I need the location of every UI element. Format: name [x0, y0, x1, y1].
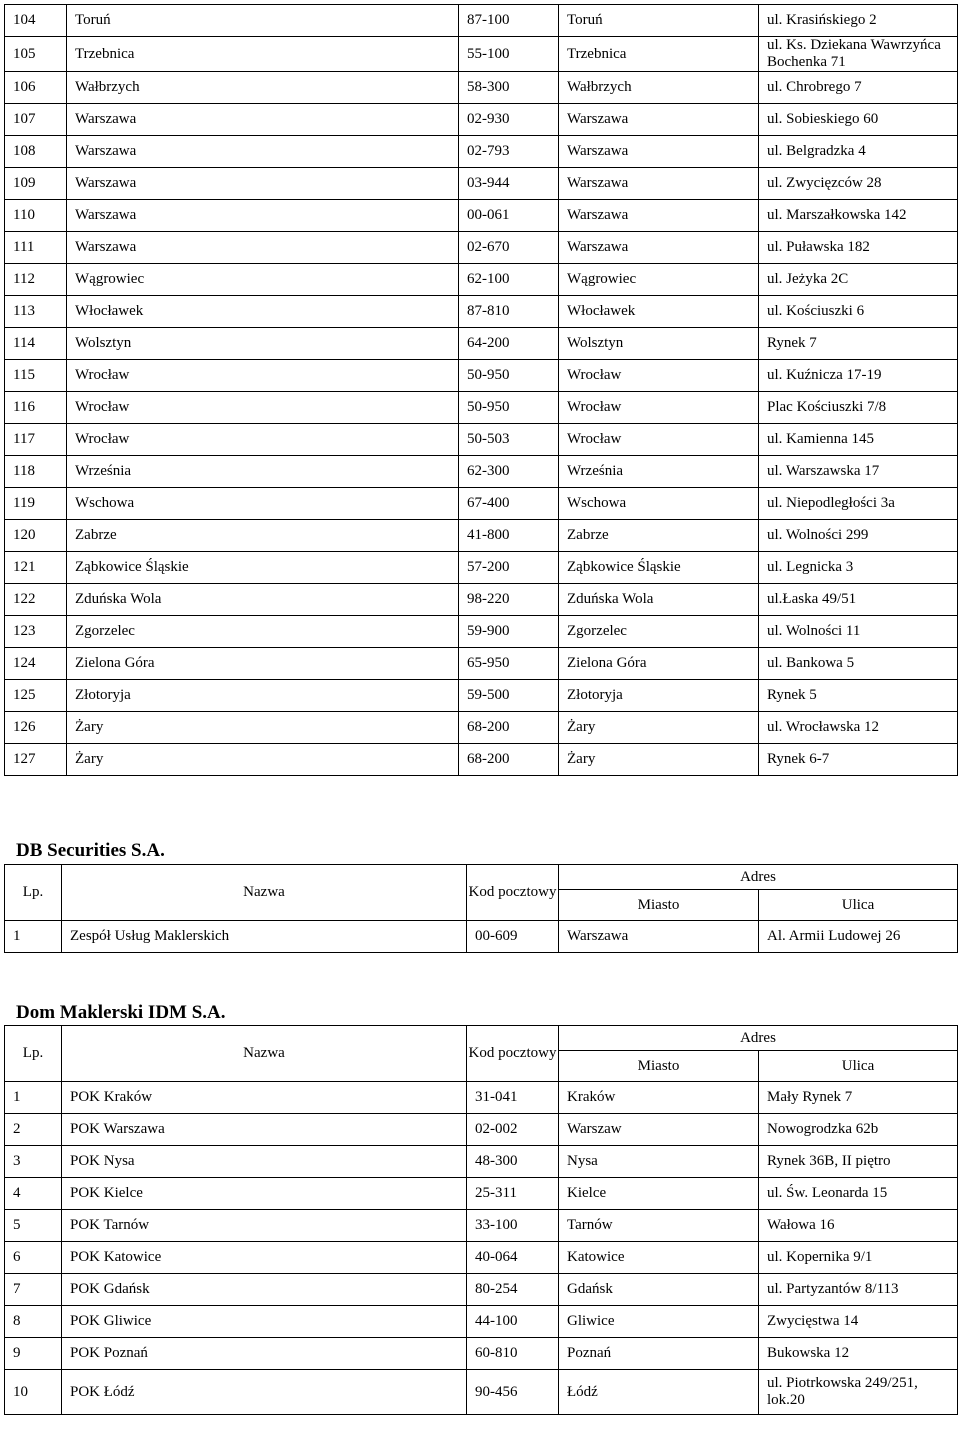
- cell-ulica: ul. Legnicka 3: [759, 552, 958, 584]
- cell-lp: 109: [5, 168, 67, 200]
- table-row: [5, 648, 958, 680]
- cell-kod: 41-800: [459, 520, 559, 552]
- cell-nazwa: Warszawa: [67, 104, 459, 136]
- cell-miasto: Wągrowiec: [559, 264, 759, 296]
- table-row: [5, 136, 958, 168]
- cell-miasto: Tarnów: [559, 1210, 759, 1242]
- cell-miasto: Wrocław: [559, 360, 759, 392]
- idm-body: [5, 1082, 958, 1415]
- cell-miasto: Ząbkowice Śląskie: [559, 552, 759, 584]
- cell-ulica: ul. Św. Leonarda 15: [759, 1178, 958, 1210]
- cell-lp: 107: [5, 104, 67, 136]
- cell-nazwa: Warszawa: [67, 136, 459, 168]
- cell-nazwa: Złotoryja: [67, 680, 459, 712]
- cell-kod: 64-200: [459, 328, 559, 360]
- cell-ulica: ul. Krasińskiego 2: [759, 5, 958, 37]
- table-row: [5, 1082, 958, 1114]
- header-miasto: Miasto: [559, 890, 759, 921]
- cell-lp: 110: [5, 200, 67, 232]
- cell-kod: 87-100: [459, 5, 559, 37]
- cell-nazwa: Zgorzelec: [67, 616, 459, 648]
- cell-kod: 40-064: [467, 1242, 559, 1274]
- cell-kod: 58-300: [459, 72, 559, 104]
- cell-ulica: ul. Piotrkowska 249/251, lok.20: [759, 1370, 958, 1415]
- cell-kod: 02-670: [459, 232, 559, 264]
- cell-kod: 02-002: [467, 1114, 559, 1146]
- cell-miasto: Września: [559, 456, 759, 488]
- cell-miasto: Włocławek: [559, 296, 759, 328]
- cell-nazwa: POK Gdańsk: [62, 1274, 467, 1306]
- cell-lp: 124: [5, 648, 67, 680]
- cell-kod: 02-793: [459, 136, 559, 168]
- cell-miasto: Kielce: [559, 1178, 759, 1210]
- cell-ulica: ul. Wolności 11: [759, 616, 958, 648]
- cell-miasto: Żary: [559, 712, 759, 744]
- table-row: [5, 328, 958, 360]
- cell-kod: 31-041: [467, 1082, 559, 1114]
- section-title-idm: Dom Maklerski IDM S.A.: [16, 1002, 226, 1023]
- cell-miasto: Trzebnica: [559, 37, 759, 72]
- cell-ulica: ul. Partyzantów 8/113: [759, 1274, 958, 1306]
- table-row: [5, 1306, 958, 1338]
- cell-ulica: ul. Sobieskiego 60: [759, 104, 958, 136]
- cell-lp: 125: [5, 680, 67, 712]
- cell-ulica: Rynek 5: [759, 680, 958, 712]
- cell-miasto: Łódź: [559, 1370, 759, 1415]
- cell-miasto: Wolsztyn: [559, 328, 759, 360]
- header-nazwa: Nazwa: [62, 1026, 467, 1082]
- cell-nazwa: Trzebnica: [67, 37, 459, 72]
- cell-ulica: Mały Rynek 7: [759, 1082, 958, 1114]
- table-row: [5, 424, 958, 456]
- branch-table-continued: [4, 4, 958, 776]
- header-adres: Adres: [559, 1026, 958, 1051]
- table-row: [5, 1242, 958, 1274]
- cell-ulica: ul. Puławska 182: [759, 232, 958, 264]
- cell-nazwa: Warszawa: [67, 232, 459, 264]
- header-kod: Kod pocztowy: [467, 1026, 559, 1082]
- cell-kod: 67-400: [459, 488, 559, 520]
- cell-ulica: ul. Warszawska 17: [759, 456, 958, 488]
- cell-miasto: Zielona Góra: [559, 648, 759, 680]
- cell-ulica: Rynek 6-7: [759, 744, 958, 776]
- cell-nazwa: Wschowa: [67, 488, 459, 520]
- table-row: [5, 1370, 958, 1415]
- cell-kod: 60-810: [467, 1338, 559, 1370]
- cell-miasto: Warszawa: [559, 232, 759, 264]
- cell-lp: 6: [5, 1242, 62, 1274]
- cell-lp: 7: [5, 1274, 62, 1306]
- cell-kod: 50-950: [459, 360, 559, 392]
- table-row: [5, 1178, 958, 1210]
- table-row: [5, 104, 958, 136]
- cell-lp: 123: [5, 616, 67, 648]
- cell-ulica: ul. Wolności 299: [759, 520, 958, 552]
- cell-ulica: ul. Wrocławska 12: [759, 712, 958, 744]
- cell-ulica: ul. Kopernika 9/1: [759, 1242, 958, 1274]
- cell-nazwa: POK Poznań: [62, 1338, 467, 1370]
- cell-kod: 50-950: [459, 392, 559, 424]
- table-row: [5, 1210, 958, 1242]
- table-row: [5, 72, 958, 104]
- cell-ulica: Rynek 36B, II piętro: [759, 1146, 958, 1178]
- cell-nazwa: POK Kielce: [62, 1178, 467, 1210]
- cell-ulica: Al. Armii Ludowej 26: [759, 921, 958, 953]
- cell-lp: 117: [5, 424, 67, 456]
- cell-lp: 121: [5, 552, 67, 584]
- cell-lp: 1: [5, 921, 62, 953]
- cell-miasto: Warszawa: [559, 921, 759, 953]
- cell-lp: 122: [5, 584, 67, 616]
- table-row: [5, 712, 958, 744]
- table-row: [5, 1146, 958, 1178]
- cell-kod: 55-100: [459, 37, 559, 72]
- cell-nazwa: Żary: [67, 744, 459, 776]
- cell-miasto: Toruń: [559, 5, 759, 37]
- cell-ulica: ul. Kamienna 145: [759, 424, 958, 456]
- cell-lp: 119: [5, 488, 67, 520]
- cell-lp: 4: [5, 1178, 62, 1210]
- table-row: [5, 520, 958, 552]
- cell-nazwa: POK Kraków: [62, 1082, 467, 1114]
- idm-table: [4, 1025, 958, 1415]
- db-securities-table: [4, 864, 958, 953]
- table-row: [5, 37, 958, 72]
- cell-kod: 02-930: [459, 104, 559, 136]
- cell-nazwa: Żary: [67, 712, 459, 744]
- cell-nazwa: Zabrze: [67, 520, 459, 552]
- table-row: [5, 488, 958, 520]
- cell-ulica: ul. Ks. Dziekana Wawrzyńca Bochenka 71: [759, 37, 958, 72]
- cell-ulica: ul. Marszałkowska 142: [759, 200, 958, 232]
- cell-kod: 44-100: [467, 1306, 559, 1338]
- table-row: [5, 168, 958, 200]
- cell-miasto: Gdańsk: [559, 1274, 759, 1306]
- cell-ulica: ul. Zwycięzców 28: [759, 168, 958, 200]
- cell-nazwa: Wągrowiec: [67, 264, 459, 296]
- cell-nazwa: POK Tarnów: [62, 1210, 467, 1242]
- cell-miasto: Warszawa: [559, 136, 759, 168]
- cell-lp: 8: [5, 1306, 62, 1338]
- cell-nazwa: Zespół Usług Maklerskich: [62, 921, 467, 953]
- cell-kod: 00-609: [467, 921, 559, 953]
- table-row: [5, 264, 958, 296]
- cell-ulica: Plac Kościuszki 7/8: [759, 392, 958, 424]
- cell-lp: 5: [5, 1210, 62, 1242]
- cell-nazwa: Wrocław: [67, 424, 459, 456]
- cell-kod: 80-254: [467, 1274, 559, 1306]
- cell-kod: 59-500: [459, 680, 559, 712]
- header-nazwa: Nazwa: [62, 865, 467, 921]
- cell-miasto: Złotoryja: [559, 680, 759, 712]
- cell-kod: 25-311: [467, 1178, 559, 1210]
- table-row: [5, 296, 958, 328]
- cell-kod: 98-220: [459, 584, 559, 616]
- cell-nazwa: POK Łódź: [62, 1370, 467, 1415]
- section-title-db-securities: DB Securities S.A.: [16, 840, 165, 861]
- cell-nazwa: POK Warszawa: [62, 1114, 467, 1146]
- cell-nazwa: Wałbrzych: [67, 72, 459, 104]
- cell-kod: 50-503: [459, 424, 559, 456]
- cell-miasto: Kraków: [559, 1082, 759, 1114]
- cell-nazwa: Warszawa: [67, 200, 459, 232]
- cell-ulica: ul. Jeżyka 2C: [759, 264, 958, 296]
- cell-nazwa: Września: [67, 456, 459, 488]
- cell-kod: 65-950: [459, 648, 559, 680]
- table-row: [5, 5, 958, 37]
- cell-ulica: Bukowska 12: [759, 1338, 958, 1370]
- cell-kod: 59-900: [459, 616, 559, 648]
- table-row: [5, 1274, 958, 1306]
- cell-lp: 3: [5, 1146, 62, 1178]
- cell-kod: 03-944: [459, 168, 559, 200]
- header-ulica: Ulica: [759, 1051, 958, 1082]
- cell-ulica: ul. Niepodległości 3a: [759, 488, 958, 520]
- cell-lp: 116: [5, 392, 67, 424]
- header-lp: Lp.: [5, 865, 62, 921]
- cell-lp: 114: [5, 328, 67, 360]
- branch-table-body: [5, 5, 958, 776]
- cell-kod: 68-200: [459, 744, 559, 776]
- cell-kod: 68-200: [459, 712, 559, 744]
- cell-ulica: ul. Bankowa 5: [759, 648, 958, 680]
- cell-ulica: Nowogrodzka 62b: [759, 1114, 958, 1146]
- cell-miasto: Gliwice: [559, 1306, 759, 1338]
- cell-kod: 57-200: [459, 552, 559, 584]
- cell-kod: 90-456: [467, 1370, 559, 1415]
- cell-miasto: Warszaw: [559, 1114, 759, 1146]
- cell-nazwa: Wolsztyn: [67, 328, 459, 360]
- cell-miasto: Wrocław: [559, 424, 759, 456]
- cell-nazwa: Toruń: [67, 5, 459, 37]
- cell-lp: 126: [5, 712, 67, 744]
- table-row: [5, 680, 958, 712]
- cell-miasto: Wrocław: [559, 392, 759, 424]
- cell-lp: 9: [5, 1338, 62, 1370]
- table-row: [5, 552, 958, 584]
- table-row: [5, 200, 958, 232]
- cell-nazwa: POK Katowice: [62, 1242, 467, 1274]
- cell-nazwa: Warszawa: [67, 168, 459, 200]
- cell-lp: 111: [5, 232, 67, 264]
- header-kod: Kod pocztowy: [467, 865, 559, 921]
- cell-lp: 112: [5, 264, 67, 296]
- cell-ulica: Wałowa 16: [759, 1210, 958, 1242]
- cell-nazwa: Wrocław: [67, 360, 459, 392]
- cell-lp: 2: [5, 1114, 62, 1146]
- cell-kod: 00-061: [459, 200, 559, 232]
- db-securities-body: [5, 921, 958, 953]
- cell-ulica: ul.Łaska 49/51: [759, 584, 958, 616]
- table-row: [5, 392, 958, 424]
- cell-lp: 118: [5, 456, 67, 488]
- cell-miasto: Warszawa: [559, 200, 759, 232]
- cell-ulica: ul. Kościuszki 6: [759, 296, 958, 328]
- cell-kod: 48-300: [467, 1146, 559, 1178]
- header-miasto: Miasto: [559, 1051, 759, 1082]
- cell-ulica: ul. Belgradzka 4: [759, 136, 958, 168]
- cell-miasto: Zabrze: [559, 520, 759, 552]
- table-row: [5, 921, 958, 953]
- cell-lp: 127: [5, 744, 67, 776]
- header-lp: Lp.: [5, 1026, 62, 1082]
- cell-nazwa: POK Nysa: [62, 1146, 467, 1178]
- cell-miasto: Żary: [559, 744, 759, 776]
- table-row: [5, 584, 958, 616]
- cell-nazwa: Zielona Góra: [67, 648, 459, 680]
- cell-kod: 33-100: [467, 1210, 559, 1242]
- cell-miasto: Warszawa: [559, 104, 759, 136]
- cell-ulica: ul. Chrobrego 7: [759, 72, 958, 104]
- table-row: [5, 744, 958, 776]
- cell-kod: 87-810: [459, 296, 559, 328]
- cell-lp: 105: [5, 37, 67, 72]
- table-row: [5, 360, 958, 392]
- cell-miasto: Wschowa: [559, 488, 759, 520]
- header-adres: Adres: [559, 865, 958, 890]
- cell-lp: 106: [5, 72, 67, 104]
- header-ulica: Ulica: [759, 890, 958, 921]
- cell-kod: 62-100: [459, 264, 559, 296]
- cell-miasto: Zgorzelec: [559, 616, 759, 648]
- cell-miasto: Wałbrzych: [559, 72, 759, 104]
- cell-nazwa: Ząbkowice Śląskie: [67, 552, 459, 584]
- cell-ulica: Rynek 7: [759, 328, 958, 360]
- cell-miasto: Zduńska Wola: [559, 584, 759, 616]
- cell-miasto: Katowice: [559, 1242, 759, 1274]
- cell-nazwa: Zduńska Wola: [67, 584, 459, 616]
- cell-lp: 10: [5, 1370, 62, 1415]
- table-row: [5, 1114, 958, 1146]
- table-row: [5, 1338, 958, 1370]
- cell-nazwa: Włocławek: [67, 296, 459, 328]
- cell-lp: 108: [5, 136, 67, 168]
- cell-nazwa: POK Gliwice: [62, 1306, 467, 1338]
- cell-lp: 115: [5, 360, 67, 392]
- cell-lp: 104: [5, 5, 67, 37]
- cell-lp: 1: [5, 1082, 62, 1114]
- cell-kod: 62-300: [459, 456, 559, 488]
- cell-miasto: Poznań: [559, 1338, 759, 1370]
- cell-miasto: Nysa: [559, 1146, 759, 1178]
- cell-ulica: Zwycięstwa 14: [759, 1306, 958, 1338]
- cell-nazwa: Wrocław: [67, 392, 459, 424]
- table-row: [5, 616, 958, 648]
- cell-ulica: ul. Kuźnicza 17-19: [759, 360, 958, 392]
- cell-lp: 120: [5, 520, 67, 552]
- cell-lp: 113: [5, 296, 67, 328]
- table-row: [5, 456, 958, 488]
- cell-miasto: Warszawa: [559, 168, 759, 200]
- table-row: [5, 232, 958, 264]
